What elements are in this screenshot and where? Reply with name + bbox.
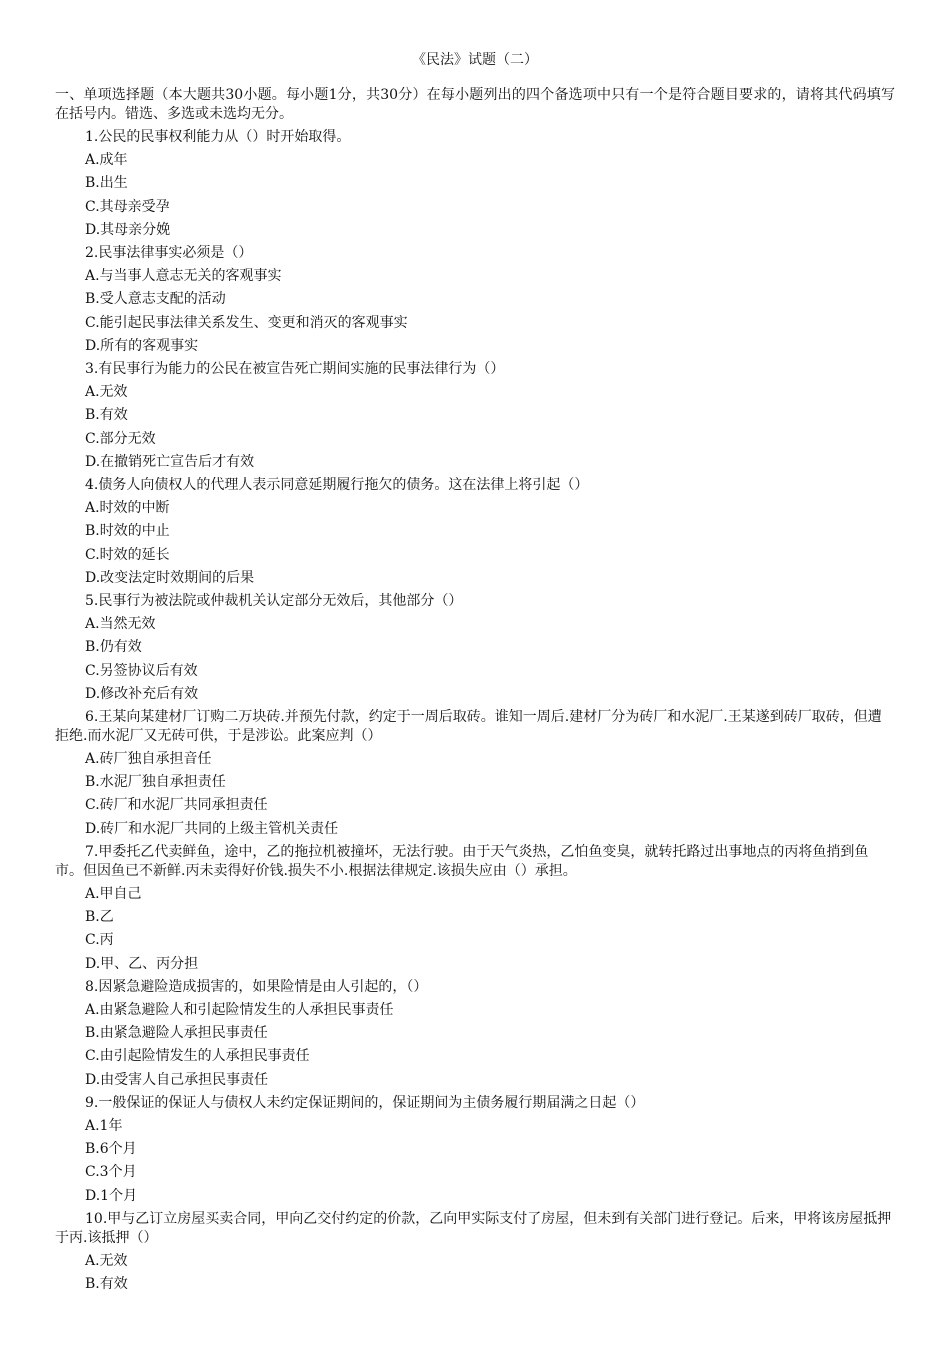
answer-option: A.1年 — [85, 1117, 123, 1134]
answer-option: B.水泥厂独自承担责任 — [85, 774, 226, 791]
answer-option: A.当然无效 — [85, 616, 156, 633]
answer-option: B.有效 — [85, 1275, 128, 1292]
answer-option: D.在撤销死亡宣告后才有效 — [85, 453, 255, 470]
question-stem: 7.甲委托乙代卖鲜鱼，途中，乙的拖拉机被撞坏，无法行驶。由于天气炎热，乙怕鱼变臭，就转托路过出事地点的丙将鱼捎到鱼市。但因鱼已不新鲜.丙未卖得好价钱.损失不小.根据法律规定.该损失应由（）承担。 — [55, 843, 869, 879]
answer-option: D.改变法定时效期间的后果 — [85, 569, 255, 586]
question-stem: 8.因紧急避险造成损害的，如果险情是由人引起的，（） — [85, 978, 428, 995]
answer-option: A.无效 — [85, 384, 128, 401]
section-intro: 一、单项选择题（本大题共30小题。每小题1分，共30分）在每小题列出的四个备选项中只有一个是符合题目要求的，请将其代码填写在括号内。错选、多选或未选均无分。 — [55, 87, 895, 122]
answer-option: D.所有的客观事实 — [85, 337, 199, 354]
question-stem: 3.有民事行为能力的公民在被宣告死亡期间实施的民事法律行为（） — [85, 361, 505, 378]
answer-option: C.时效的延长 — [85, 546, 170, 563]
question-item — [55, 242, 895, 358]
answer-option: D.1个月 — [85, 1187, 138, 1204]
answer-option: B.由紧急避险人承担民事责任 — [85, 1025, 268, 1042]
answer-option: D.砖厂和水泥厂共同的上级主管机关责任 — [85, 820, 339, 837]
answer-option: D.由受害人自己承担民事责任 — [85, 1071, 269, 1088]
answer-option: B.出生 — [85, 175, 128, 192]
answer-option: D.修改补充后有效 — [85, 685, 199, 702]
answer-option: A.时效的中断 — [85, 500, 170, 517]
answer-option: C.其母亲受孕 — [85, 198, 170, 215]
question-list — [55, 126, 895, 1296]
question-item — [55, 126, 895, 242]
question-item — [55, 590, 895, 706]
answer-option: B.受人意志支配的活动 — [85, 291, 226, 308]
answer-option: B.6个月 — [85, 1141, 137, 1158]
answer-option: C.能引起民事法律关系发生、变更和消灭的客观事实 — [85, 314, 408, 331]
question-item — [55, 358, 895, 474]
question-stem: 6.王某向某建材厂订购二万块砖.并预先付款，约定于一周后取砖。谁知一周后.建材厂分为砖厂和水泥厂.王某遂到砖厂取砖，但遭拒绝.而水泥厂又无砖可供，于是涉讼。此案应判（） — [55, 709, 882, 745]
answer-option: A.无效 — [85, 1252, 128, 1269]
question-item — [55, 841, 895, 976]
question-stem: 4.债务人向债权人的代理人表示同意延期履行拖欠的债务。这在法律上将引起（） — [85, 477, 589, 494]
answer-option: A.成年 — [85, 152, 128, 169]
answer-option: B.仍有效 — [85, 639, 142, 656]
question-item — [55, 976, 895, 1092]
document-title: 《民法》试题（二） — [412, 52, 538, 68]
question-item — [55, 1092, 895, 1208]
answer-option: A.甲自己 — [85, 885, 142, 902]
answer-option: C.3个月 — [85, 1164, 137, 1181]
answer-option: B.时效的中止 — [85, 523, 170, 540]
answer-option: C.由引起险情发生的人承担民事责任 — [85, 1048, 310, 1065]
answer-option: D.甲、乙、丙分担 — [85, 955, 199, 972]
answer-option: C.砖厂和水泥厂共同承担责任 — [85, 797, 268, 814]
question-stem: 9.一般保证的保证人与债权人未约定保证期间的，保证期间为主债务履行期届满之日起（） — [85, 1094, 645, 1111]
answer-option: B.乙 — [85, 909, 114, 926]
answer-option: C.丙 — [85, 932, 114, 949]
answer-option: A.与当事人意志无关的客观事实 — [85, 268, 282, 285]
answer-option: C.另签协议后有效 — [85, 662, 198, 679]
answer-option: A.砖厂独自承担音任 — [85, 751, 212, 768]
answer-option: B.有效 — [85, 407, 128, 424]
question-stem: 1.公民的民事权利能力从（）时开始取得。 — [85, 129, 351, 145]
answer-option: A.由紧急避险人和引起险情发生的人承担民事责任 — [85, 1001, 394, 1018]
question-item — [55, 706, 895, 841]
question-item — [55, 474, 895, 590]
answer-option: C.部分无效 — [85, 430, 156, 447]
question-stem: 10.甲与乙订立房屋买卖合同，甲向乙交付约定的价款，乙向甲实际支付了房屋，但未到有关部门进行登记。后来，甲将该房屋抵押于丙.该抵押（） — [55, 1210, 892, 1246]
question-stem: 2.民事法律事实必须是（） — [85, 245, 253, 262]
question-stem: 5.民事行为被法院或仲裁机关认定部分无效后，其他部分（） — [85, 593, 463, 610]
question-item — [55, 1208, 895, 1296]
answer-option: D.其母亲分娩 — [85, 221, 171, 238]
